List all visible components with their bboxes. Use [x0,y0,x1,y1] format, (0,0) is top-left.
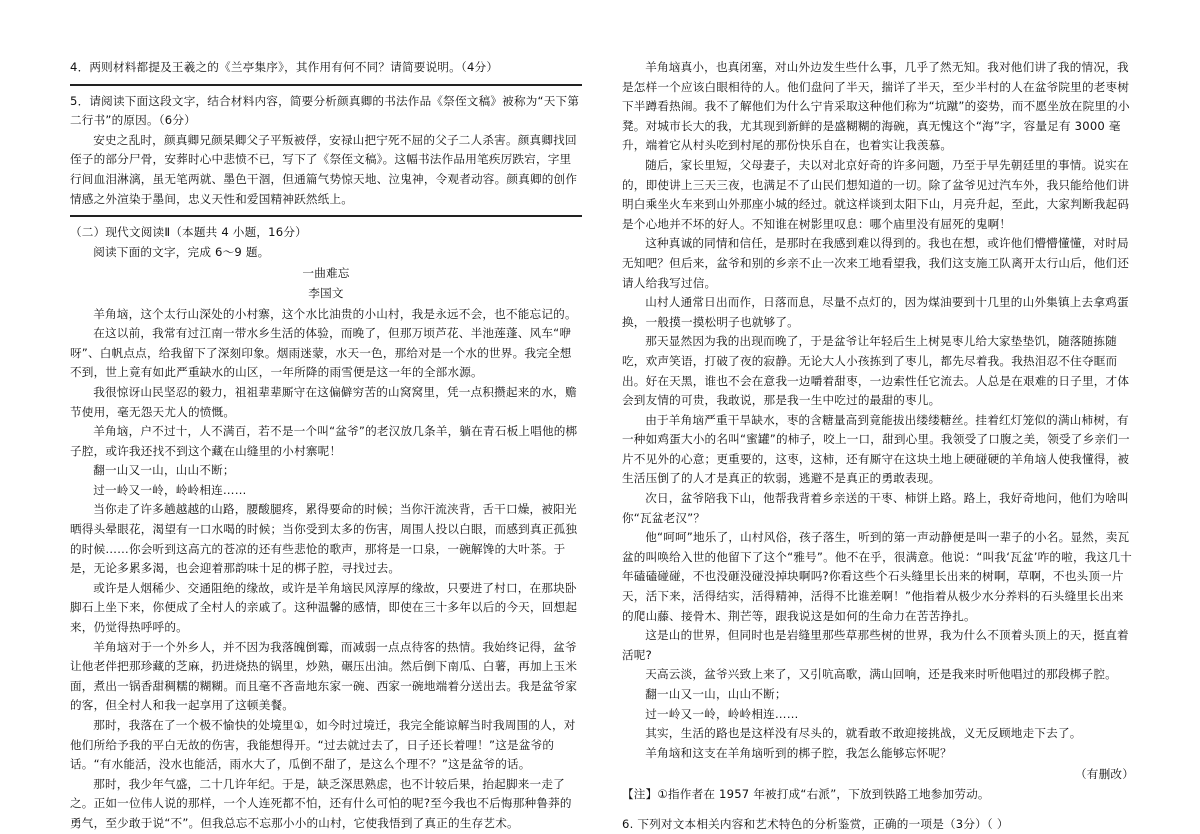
song-line: 翻一山又一山，山山不断； [645,687,787,701]
paragraph: 我很惊讶山民坚忍的毅力，祖祖辈辈厮守在这偏僻穷苦的山窝窝里，凭一点积攒起来的水，赡节使用，毫无怨天尤人的愤慨。 [70,384,577,419]
divider [70,215,582,217]
footnote: 【注】①指作者在 1957 年被打成“右派”，下放到铁路工地参加劳动。 [622,786,990,801]
question-5: 5．请阅读下面这段文字，结合材料内容，简要分析颜真卿的书法作品《祭侄文稿》被称为“天下第二行书”的原因。（6分） [70,93,580,128]
paragraph: 羊角垴真小，也真闭塞，对山外边发生些什么事，几乎了然无知。我对他们讲了我的情况，我是怎样一个应该白眼相待的人。他们盘问了半天，揣详了半天，至少半村的人在盆爷院里的老枣树下半蹲看热闹。我不了解他们为什么宁肯采取这种他们称为“坑蹴”的姿势，而不愿坐放在院里的小凳。对城市长大的我，尤其现到新鲜的是盛糊糊的海碗，真无愧这个“海”字，容量足有 3000 毫升，端着它从村头吃到村尾的那份快乐自在，也着实让我羡慕。 [622,60,1130,153]
left-column [70,58,582,834]
paragraph: 这种真诚的同情和信任，是那时在我感到难以得到的。我也在想，或许他们懵懵懂懂，对时局无知吧？但后来，盆爷和别的乡亲不止一次来工地看望我，我们这支施工队离开太行山后，他们还请人给我写过信。 [622,236,1130,290]
paragraph: 羊角垴对于一个外乡人，并不因为我落魄倒霉，而减弱一点点待客的热情。我始终记得，盆爷让他老伴把那珍藏的芝麻，扔进烧热的锅里，炒熟，碾压出油。然后倒下南瓜、白薯，再加上玉米面，煮出一锅香甜稠糯的糊糊。而且毫不吝啬地东家一碗、西家一碗地端着分送出去。我是盆爷家的客，但全村人和我一起享用了这顿美餐。 [70,639,578,713]
song-line: 翻一山又一山，山山不断； [93,463,235,478]
paragraph: 当你走了许多趟越越的山路，腰酸腿疼，累得要命的时候；当你汗流浃背，舌干口燥，被阳光晒得头晕眼花，渴望有一口水喝的时候；当你受到太多的伤害，周围人投以白眼，而感到真正孤独的时候……你会听到这高亢的苍凉的还有些悲怆的歌声，那将是一口泉，一碗解馋的大叶茶。于是，无论多累多渴，也会迎着那韵味十足的梆子腔，寻找过去。 [70,502,578,576]
paragraph: 次日，盆爷陪我下山，他帮我背着乡亲送的干枣、柿饼上路。路上，我好奇地问，他们为啥叫你“瓦盆老汉”？ [622,491,1129,525]
paragraph: 羊角垴，户不过十，人不满百，若不是一个叫“盆爷”的老汉放几条羊，躺在青石板上唱他的梆子腔，或许我还找不到这个藏在山缝里的小村寨呢！ [70,424,578,458]
paragraph: 随后，家长里短，父母妻子，夫以对北京好奇的许多问题，乃至于早先朝廷里的事情。说实在的，即使讲上三天三夜，也满足不了山民们想知道的一切。除了盆爷见过汽车外，我只能给他们讲明白乘坐火车来到山外那座小城的经过。就这样谈到太阳下山，月亮升起，至此，大家判断我起码是个心地并不坏的好人。不知谁在树影里叹息：哪个庙里没有屈死的鬼啊！ [622,157,1130,231]
question-6: 6. 下列对文本相关内容和艺术特色的分析鉴赏，正确的一项是（3分）（ ） [622,816,1009,831]
paragraph: 这是山的世界，但同时也是岩缝里那些草那些树的世界，我为什么不顶着头顶上的天，挺直着活呢? [622,628,1129,662]
paragraph: 其实，生活的路也是这样没有尽头的，就看敢不敢迎接挑战，义无反顾地走下去了。 [645,726,1082,741]
source-note: （有删改） [1075,767,1134,782]
spacer [622,805,1134,815]
paragraph: 他“呵呵”地乐了，山村风俗，孩子落生，听到的第一声动静便是叫一辈子的小名。显然，卖瓦盆的叫唤给入世的他留下了这个“雅号”。他不在乎，很满意。他说：“叫我‘瓦盆’咋的啦，我这几十年磕磕碰碰，不也没砸没碰没掉块啊吗?你看这些个石头缝里长出来的树啊，草啊，不也头顶一片天，活下来，活得结实，活得精神，活得不比谁差啊！”他指着从极少水分养料的石头缝里长出来的爬山藤、接骨木、荆芒等，跟我说这是如何的生命力在苦苦挣扎。 [622,530,1132,623]
paragraph: 在这以前，我常有过江南一带水乡生活的体验，而晚了，但那万顷芦花、半池莲蓬、风车“咿呀”、白帆点点，给我留下了深刻印象。烟雨迷蒙，水天一色，那给对是一个水的世界。我完全想不到，世上竟有如此严重缺水的山区，一年所降的雨雪便是这一年的全部水源。 [70,326,572,380]
instruction: 阅读下面的文字，完成 6～9 题。 [93,244,270,259]
song-line: 过一岭又一岭，岭岭相连…… [645,706,799,721]
paragraph: 山村人通常日出而作，日落而息，尽量不点灯的，因为煤油要到十几里的山外集镇上去拿鸡蛋换，一般摸一摸松明子也就够了。 [622,295,1129,329]
question-5-passage: 安史之乱时，颜真卿兄颜杲卿父子平叛被俘，安禄山把宁死不屈的父子二人杀害。颜真卿找回侄子的部分尸骨，安葬时心中悲愤不已，写下了《祭侄文稿》。这幅书法作品用笔疾厉跌宕，字里行间血泪淋漓，虽无笔两就、墨色干涸，但通篇气势惊天地、泣鬼神，令观者动容。颜真卿的创作情感之外渲染于墨间，忠义天性和爱国精神跃然纸上。 [70,132,578,206]
divider [70,84,582,86]
paragraph: 羊角垴，这个太行山深处的小村寨，这个水比油贵的小山村，我是永远不会，也不能忘记的。 [93,306,577,321]
paragraph: 由于羊角垴严重干旱缺水，枣的含糖量高到竟能拔出缕缕糖丝。挂着红灯笼似的满山柿树，有一种如鸡蛋大小的名叫“蜜罐”的柿子，咬上一口，甜到心里。我领受了口腹之美，领受了乡亲们一片不见外的心意；更重要的，这枣，这柿，还有厮守在这块土地上硬碰硬的羊角垴人使我懂得，被生活压倒了的人才是真正的软弱，逃避不是真正的勇敢表现。 [622,412,1130,486]
section-heading: （二）现代文阅读Ⅱ（本题共 4 小题，16分） [70,225,307,240]
right-column [622,58,1134,834]
song-line: 过一岭又一岭，岭岭相连…… [93,482,247,497]
paragraph: 或许是人烟稀少、交通阻绝的缘故，或许是羊角垴民风淳厚的缘故，只要进了村口，在那块卧脚石上坐下来，你便成了全村人的亲戚了。这种温馨的感情，即使在三十多年以后的今天，回想起来，仍觉得热呼呼的。 [70,580,578,635]
article-author: 李国文 [308,285,344,300]
paragraph: 那时，我落在了一个极不愉快的处境里①，如今时过境迁，我完全能谅解当时我周围的人，对他们所给予我的平白无故的伤害，我能想得开。“过去就过去了，日子还长着哩！”这是盆爷的话。“有水能活，没水也能活，雨水大了，瓜倒不甜了，是这么个理不？”这是盆爷的话。 [70,718,576,772]
article-title: 一曲难忘 [302,266,350,281]
paragraph: 那天显然因为我的出现而晚了，于是盆爷让年轻后生上树晃枣儿给大家垫垫饥，随落随拣随吃，欢声笑语，打破了夜的寂静。无论大人小孩拣到了枣儿，都先尽着我。我热泪忍不住夺眶而出。好在天黑，谁也不会在意我一边嚼着甜枣，一边索性任它流去。人总是在艰难的日子里，才体会到友情的可贵，我敢说，那是我一生中吃过的最甜的枣儿。 [622,334,1130,408]
paragraph: 天高云淡，盆爷兴致上来了，又引吭高歌，满山回响，还是我来时听他唱过的那段梆子腔。 [645,667,1117,682]
paragraph: 那时，我少年气盛，二十几许年纪。于是，缺乏深思熟虑，也不计较后果，抬起脚来一走了之。正如一位伟人说的那样，一个人连死都不怕，还有什么可怕的呢?至今我也不后悔那种鲁莽的勇气，至少敢于说“不”。但我总忘不忘那小小的山村，它使我悟到了真正的生存艺术。 [70,776,572,830]
paragraph: 羊角垴和这支在羊角垴听到的梆子腔，我怎么能够忘怀呢？ [645,745,952,760]
question-4: 4．两则材料都提及王羲之的《兰亭集序》，其作用有何不同？请简要说明。（4分） [70,60,499,74]
